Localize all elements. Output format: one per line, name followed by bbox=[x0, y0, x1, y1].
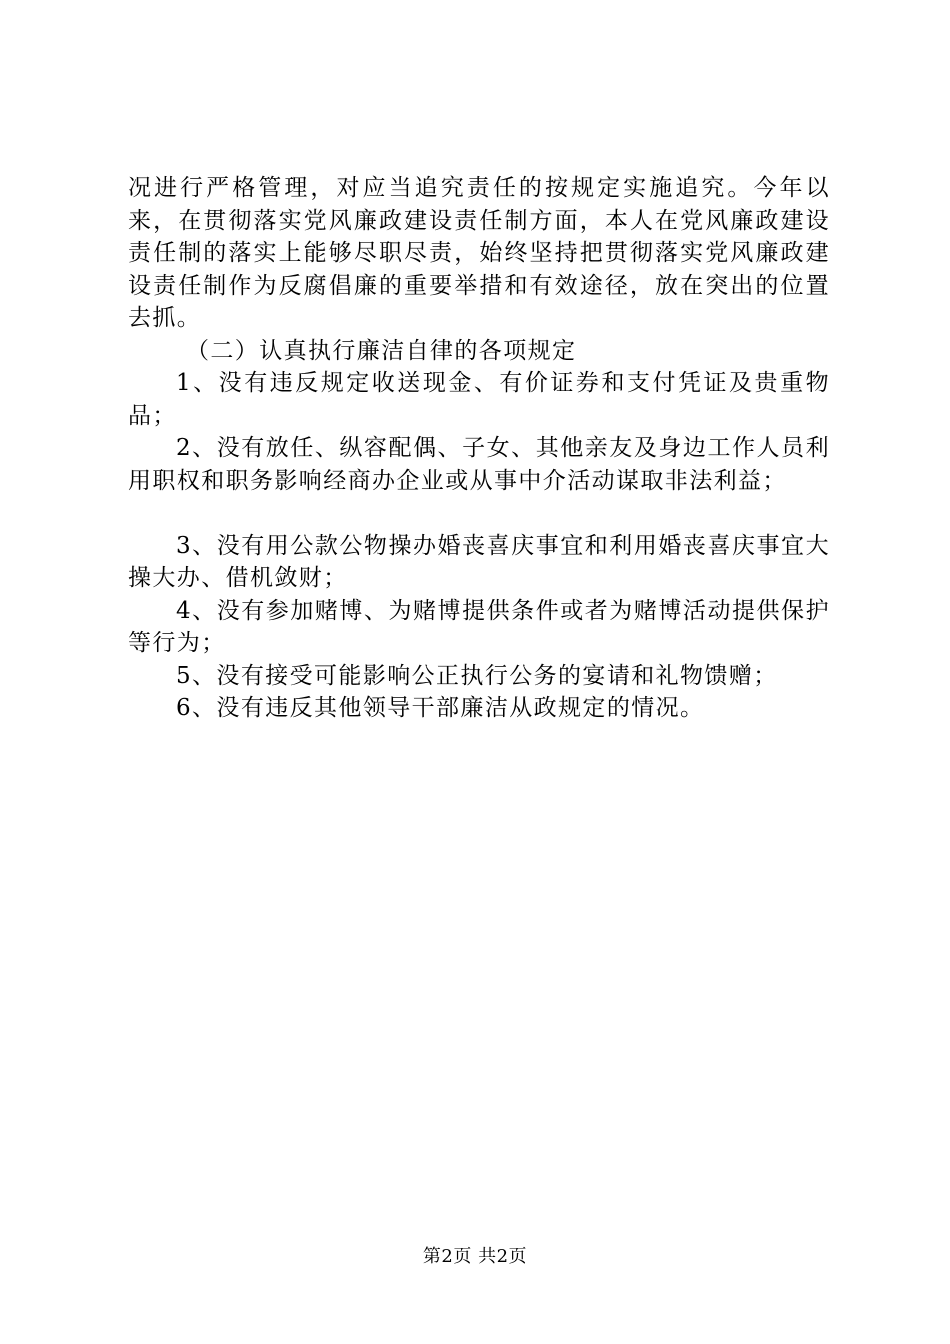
list-item-5: 5、没有接受可能影响公正执行公务的宴请和礼物馈赠； bbox=[176, 662, 778, 689]
list-item-3: 3、没有用公款公物操办婚丧喜庆事宜和利用婚丧喜庆事宜大操大办、借机敛财； bbox=[128, 532, 830, 591]
section-heading: （二）认真执行廉洁自律的各项规定 bbox=[186, 337, 577, 364]
document-body bbox=[128, 172, 830, 725]
list-item-2: 2、没有放任、纵容配偶、子女、其他亲友及身边工作人员利用职权和职务影响经商办企业或从事中介活动谋取非法利益； bbox=[128, 435, 830, 494]
list-item-4: 4、没有参加赌博、为赌博提供条件或者为赌博活动提供保护等行为； bbox=[128, 597, 830, 656]
list-item-1: 1、没有违反规定收送现金、有价证券和支付凭证及贵重物品； bbox=[128, 370, 830, 429]
list-item-6: 6、没有违反其他领导干部廉洁从政规定的情况。 bbox=[176, 695, 705, 721]
page-footer: 第2页 共2页 bbox=[422, 1246, 528, 1267]
paragraph-spacer bbox=[128, 497, 830, 530]
paragraph-continuation: 况进行严格管理，对应当追究责任的按规定实施追究。今年以来，在贯彻落实党风廉政建设责任制方面，本人在党风廉政建设责任制的落实上能够尽职尽责，始终坚持把贯彻落实党风廉政建设责任制作为反腐倡廉的重要举措和有效途径，放在突出的位置去抓。 bbox=[128, 175, 830, 331]
